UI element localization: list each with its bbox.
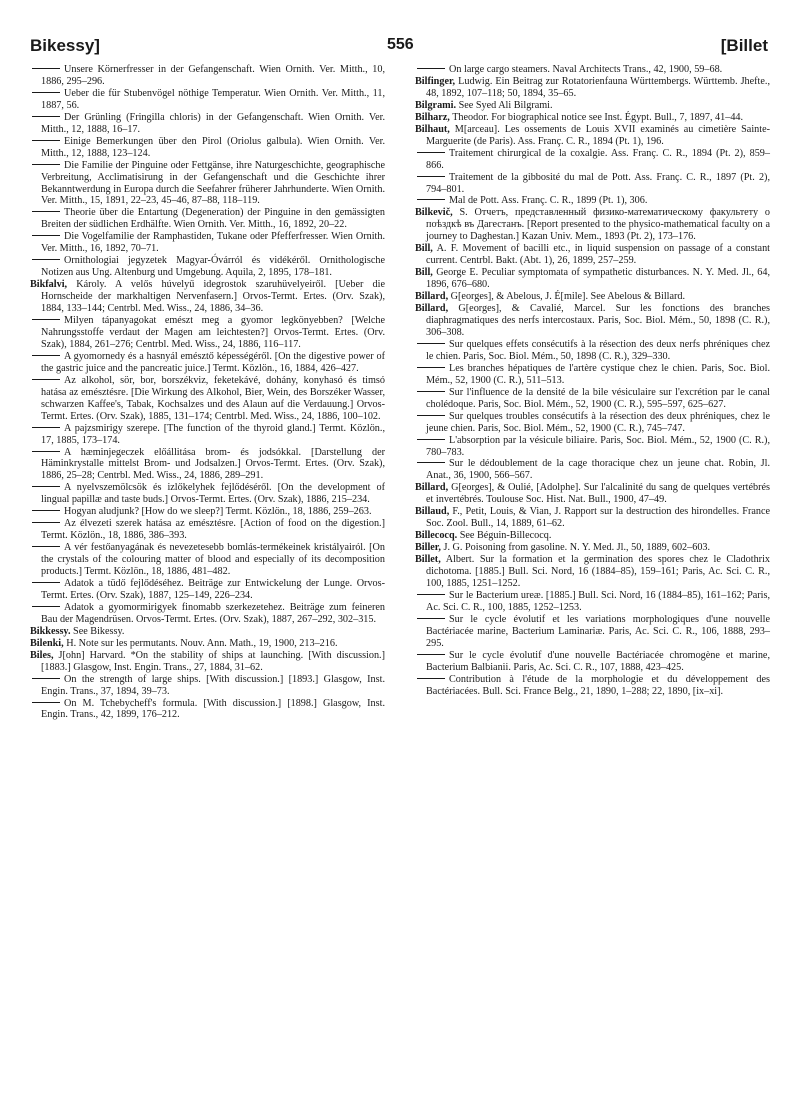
bibliography-entry xyxy=(30,518,385,542)
entry-text: Károly. A velős húvelyű idegrostok szaruhüvelyeiről. [Ueber die Hornscheide der markhaltigen Nervenfasern.] Orvos-Termt. Ertes. (Orv. Szak), 1884, 133–144; Centrbl. Med. Wiss., 24, 1886, 34–36. xyxy=(41,279,385,315)
entry-author: Bilkevič, xyxy=(415,207,453,219)
repeat-author-dash xyxy=(30,161,64,168)
entry-text: Theorie über die Entartung (Degeneration) der Pinguine in den gemässigten Breiten der südlichen Erdhälfte. Wien Ornith. Ver. Mitth., 16, 1892, 20–22. xyxy=(41,207,385,231)
bibliography-entry xyxy=(415,64,770,76)
repeat-author-dash xyxy=(30,483,64,490)
bibliography-entry xyxy=(30,650,385,674)
repeat-author-dash xyxy=(415,651,449,658)
bibliography-entry xyxy=(30,160,385,208)
right-column xyxy=(415,64,770,698)
repeat-author-dash xyxy=(415,675,449,682)
entry-text: Traitement de la gibbosité du mal de Pott. Ass. Franç. C. R., 1897 (Pt. 2), 794–801. xyxy=(426,171,770,195)
entry-author: Biller, xyxy=(415,542,441,554)
entry-text: J[ohn] Harvard. *On the stability of ships at launching. [With discussion.] [1883.] Glasgow, Inst. Engin. Trans., 27, 1884, 31–62. xyxy=(41,649,385,673)
bibliography-entry xyxy=(30,674,385,698)
repeat-author-dash xyxy=(30,579,64,586)
repeat-author-dash xyxy=(30,352,64,359)
bibliography-entry xyxy=(415,76,770,100)
header-right-guide-word: [Billet xyxy=(720,36,768,55)
bibliography-entry xyxy=(30,698,385,722)
bibliography-entry xyxy=(415,554,770,590)
bibliography-entry xyxy=(30,447,385,483)
repeat-author-dash xyxy=(30,232,64,239)
repeat-author-dash xyxy=(30,424,64,431)
repeat-author-dash xyxy=(415,591,449,598)
entry-text: G[eorges], & Oulié, [Adolphe]. Sur l'alcalinité du sang de quelques vertébrés et invertébrés. Toulouse Soc. Hist. Nat. Bull., 1900, 47–49. xyxy=(426,482,770,506)
bibliography-entry xyxy=(415,590,770,614)
entry-author: Bill, xyxy=(415,243,433,255)
entry-text: Les branches hépatiques de l'artère cystique chez le chien. Paris, Soc. Biol. Mém., 52, 1900 (C. R.), 511–513. xyxy=(426,362,770,386)
entry-text: H. Note sur les permutants. Nouv. Ann. Math., 19, 1900, 213–216. xyxy=(66,637,338,649)
entry-author: Biles, xyxy=(30,649,54,661)
entry-author: Bilharz, xyxy=(415,111,450,123)
entry-text: A. F. Movement of bacilli etc., in liquid suspension on passage of a constant current. Centrbl. Bakt. (Abt. 1), 26, 1899, 257–259. xyxy=(426,243,770,267)
entry-text: Der Grünling (Fringilla chloris) in der Gefangenschaft. Wien Ornith. Ver. Mitth., 12, 1888, 16–17. xyxy=(41,111,385,135)
entry-text: A pajzsmirigy szerepe. [The function of the thyroid gland.] Termt. Közlön., 17, 1885, 173–174. xyxy=(41,422,385,446)
repeat-author-dash xyxy=(30,448,64,455)
entry-text: Ueber die für Stubenvögel nöthige Temperatur. Wien Ornith. Ver. Mitth., 11, 1887, 56. xyxy=(41,87,385,111)
bibliography-entry xyxy=(30,638,385,650)
entry-text: Sur quelques troubles consécutifs à la résection des deux phréniques, chez le jeune chien. Paris, Soc. Biol. Mém., 52, 1900 (C. R.), 745–747. xyxy=(426,410,770,434)
bibliography-entry xyxy=(30,506,385,518)
bibliography-entry xyxy=(30,626,385,638)
left-column xyxy=(30,64,385,721)
entry-text: A gyomornedy és a hasnyál emésztő képességéről. [On the digestive power of the gastric juice and the pancreatic juice.] Termt. Közlön., 16, 1884, 426–427. xyxy=(41,350,385,374)
entry-text: George E. Peculiar symptomata of sympathetic disturbances. N. Y. Med. Jl., 64, 1896, 676–680. xyxy=(426,267,770,291)
entry-text: F., Petit, Louis, & Vian, J. Rapport sur la destruction des hirondelles. France Soc. Zool. Bull., 14, 1889, 61–62. xyxy=(426,506,770,530)
bibliography-entry xyxy=(415,112,770,124)
entry-text: G[eorges], & Abelous, J. É[mile]. See Abelous & Billard. xyxy=(450,291,686,303)
entry-author: Bikfalvi, xyxy=(30,279,68,291)
entry-author: Bikkessy. xyxy=(30,625,71,637)
entry-author: Billard, xyxy=(415,303,449,315)
bibliography-entry xyxy=(415,124,770,148)
entry-text: Unsere Körnerfresser in der Gefangenschaft. Wien Ornith. Ver. Mitth., 10, 1886, 295–296. xyxy=(41,64,385,87)
bibliography-entry xyxy=(30,542,385,578)
repeat-author-dash xyxy=(415,149,449,156)
bibliography-entry xyxy=(30,112,385,136)
entry-text: Contribution à l'étude de la morphologie et du développement des Bactériacées. Bull. Sci. France Belg., 21, 1890, 1–288; 22, 1890, [ix–xi]. xyxy=(426,673,770,697)
entry-text: M[arceau]. Les ossements de Louis XVII examinés au cimetière Sainte-Marguerite (de Paris). Ass. Franç. C. R., 1894 (Pt. 1), 196. xyxy=(426,123,770,147)
entry-text: Adatok a gyomormirigyek finomabb szerkezetehez. Beiträge zum feineren Bau der Magendrüsen. Orvos-Termt. Ertes. (Orv. Szak), 1887, 267–292, 302–315. xyxy=(41,601,385,625)
bibliography-entry xyxy=(30,88,385,112)
running-header xyxy=(0,36,800,58)
repeat-author-dash xyxy=(415,436,449,443)
entry-text: Adatok a tüdő fejlődéséhez. Beiträge zur Entwickelung der Lunge. Orvos-Termt. Ertes. (Orv. Szak), 1887, 125–149, 226–234. xyxy=(41,577,385,601)
bibliography-entry xyxy=(30,578,385,602)
repeat-author-dash xyxy=(30,376,64,383)
entry-text: Az élvezeti szerek hatása az emésztésre. [Action of food on the digestion.] Termt. Közlön., 18, 1886, 386–393. xyxy=(41,518,385,542)
repeat-author-dash xyxy=(30,519,64,526)
entry-text: Sur le Bacterium ureæ. [1885.] Bull. Sci. Nord, 16 (1884–85), 161–162; Paris, Ac. Sci. C. R., 100, 1885, 1252–1253. xyxy=(426,589,770,613)
entry-author: Bilhaut, xyxy=(415,123,450,135)
entry-text: L'absorption par la vésicule biliaire. Paris, Soc. Biol. Mém., 52, 1900 (C. R.), 780–783. xyxy=(426,434,770,458)
entry-text: Sur le dédoublement de la cage thoracique chez un jeune chat. Robin, Jl. Anat., 36, 1900, 566–567. xyxy=(426,458,770,482)
repeat-author-dash xyxy=(30,89,64,96)
bibliography-entry xyxy=(30,231,385,255)
entry-author: Bilfinger, xyxy=(415,75,456,87)
entry-text: On M. Tchebycheff's formula. [With discussion.] [1898.] Glasgow, Inst. Engin. Trans., 42, 1899, 176–212. xyxy=(41,697,385,721)
repeat-author-dash xyxy=(30,507,64,514)
bibliography-entry xyxy=(415,243,770,267)
repeat-author-dash xyxy=(415,364,449,371)
entry-text: See Bikessy. xyxy=(73,625,125,637)
repeat-author-dash xyxy=(30,208,64,215)
bibliography-entry xyxy=(30,255,385,279)
entry-text: Die Familie der Pinguine oder Fettgänse, ihre Naturgeschichte, geographische Verbreitung, Acclimatisirung in der Gefangenschaft und die Geschichte ihrer Bekanntwerdung in Europa durch die Seefahrer früherer Jahrhunderte. Wien Ornith. Ver. Mitth., 15, 1891, 22–23, 45–46, 87–88, 118–119. xyxy=(41,159,385,207)
repeat-author-dash xyxy=(415,459,449,466)
entry-text: Sur le cycle évolutif et les variations morphologiques d'une nouvelle Bactériacée marine, Bacterium Laminariæ. Paris, Ac. Sci. C. R., 106, 1888, 293–295. xyxy=(426,613,770,649)
entry-text: Az alkohol, sör, bor, borszékviz, feketekávé, dohány, konyhasó és timsó hatása az emésztésre. [Die Wirkung des Alkohol, Bier, Wein, des Borszéker Wasser, schwarzen Kaffee's, Tabak, Kochsalzes und des Alaun auf die Verdauung.] Orvos-Termt. Ertes. (Orv. Szak), 1885, 131–174; Centrbl. Med. Wiss., 24, 1886, 100–102. xyxy=(41,374,385,422)
entry-text: Einige Bemerkungen über den Pirol (Oriolus galbula). Wien Ornith. Ver. Mitth., 12, 1888, 123–124. xyxy=(41,135,385,159)
entry-text: G[eorges], & Cavalié, Marcel. Sur les fonctions des branches diaphragmatiques des nerfs intercostaux. Paris, Soc. Biol. Mém., 50, 1898 (C. R.), 306–308. xyxy=(426,303,770,338)
bibliography-entry xyxy=(415,674,770,698)
repeat-author-dash xyxy=(30,699,64,706)
entry-text: A hæminjegeczek előállitása brom- és jodsókkal. [Darstellung der Häminkrystalle mittelst Brom- und Jodsalzen.] Orvos-Termt. Ertes. (Orv. Szak), 1886, 25–28; Centrbl. Med. Wiss., 24, 1886, 289–291. xyxy=(41,446,385,482)
bibliography-entry xyxy=(415,435,770,459)
bibliography-entry xyxy=(415,339,770,363)
bibliography-entry xyxy=(30,136,385,160)
entry-author: Billard, xyxy=(415,291,449,303)
repeat-author-dash xyxy=(415,388,449,395)
entry-author: Billecocq. xyxy=(415,530,458,542)
bibliography-entry xyxy=(30,207,385,231)
entry-author: Billet, xyxy=(415,554,441,566)
entry-text: Ornithologiai jegyzetek Magyar-Óvárról és vidékéről. Ornithologische Notizen aus Ung. Altenburg und Umgebung. Aquila, 2, 1895, 178–181. xyxy=(41,255,385,279)
bibliography-entry xyxy=(30,482,385,506)
bibliography-entry xyxy=(415,458,770,482)
repeat-author-dash xyxy=(415,615,449,622)
bibliography-entry xyxy=(415,506,770,530)
entry-text: Mal de Pott. Ass. Franç. C. R., 1899 (Pt. 1), 306. xyxy=(449,195,648,207)
bibliography-entry xyxy=(30,64,385,88)
entry-author: Bilenki, xyxy=(30,637,64,649)
bibliography-entry xyxy=(415,614,770,650)
repeat-author-dash xyxy=(415,412,449,419)
entry-text: Die Vogelfamilie der Ramphastiden, Tukane oder Pfefferfresser. Wien Ornith. Ver. Mitth., 16, 1892, 70–71. xyxy=(41,231,385,255)
entry-text: Theodor. For biographical notice see Inst. Égypt. Bull., 7, 1897, 41–44. xyxy=(452,111,744,123)
repeat-author-dash xyxy=(415,196,449,203)
entry-text: Milyen tápanyagokat emészt meg a gyomor legkönyebben? [Welche Nahrungsstoffe verdaut der Magen am leichtesten?] Orvos-Termt. Ertes. (Orv. Szak), 1884, 261–276; Centrbl. Med. Wiss., 24, 1886, 116–117. xyxy=(41,315,385,350)
entry-text: Ludwig. Ein Beitrag zur Rotatorienfauna Württembergs. Württemb. Jhefte., 48, 1892, 107–118; 50, 1894, 35–65. xyxy=(426,75,770,99)
repeat-author-dash xyxy=(30,256,64,263)
bibliography-entry xyxy=(415,482,770,506)
page-number: 556 xyxy=(387,36,414,53)
repeat-author-dash xyxy=(30,316,64,323)
bibliography-entry xyxy=(415,195,770,207)
entry-text: Albert. Sur la formation et la germination des spores chez le Cladothrix dichotoma. [1885.] Bull. Sci. Nord, 16 (1884–85), 159–161; Paris, Ac. Sci. C. R., 100, 1885, 1251–1252. xyxy=(426,554,770,589)
bibliography-entry xyxy=(30,279,385,315)
bibliography-entry xyxy=(30,315,385,351)
bibliography-entry xyxy=(415,148,770,172)
repeat-author-dash xyxy=(30,65,64,72)
entry-text: On large cargo steamers. Naval Architects Trans., 42, 1900, 59–68. xyxy=(449,64,723,75)
bibliography-entry xyxy=(415,650,770,674)
bibliography-entry xyxy=(415,207,770,243)
entry-text: On the strength of large ships. [With discussion.] [1893.] Glasgow, Inst. Engin. Trans., 37, 1894, 39–73. xyxy=(41,673,385,697)
entry-text: Sur quelques effets consécutifs à la résection des deux nerfs phréniques chez le chien. Paris, Soc. Biol. Mém., 50, 1898 (C. R.), 329–330. xyxy=(426,338,770,362)
repeat-author-dash xyxy=(415,173,449,180)
bibliography-entry xyxy=(415,100,770,112)
entry-text: Sur le cycle évolutif d'une nouvelle Bactériacée chromogène et marine, Bacterium Balbianii. Paris, Ac. Sci. C. R., 107, 1888, 423–425. xyxy=(426,649,770,673)
bibliography-entry xyxy=(415,542,770,554)
bibliography-entry xyxy=(30,602,385,626)
entry-author: Billaud, xyxy=(415,506,450,518)
entry-text: Traitement chirurgical de la coxalgie. Ass. Franç. C. R., 1894 (Pt. 2), 859–866. xyxy=(426,147,770,171)
header-left-guide-word: Bikessy] xyxy=(30,36,100,55)
bibliography-entry xyxy=(415,387,770,411)
entry-text: A vér festőanyagának és nevezetesebb bomlás-termékeinek kristályairól. [On the crystals of the colouring matter of blood and especially of its decomposition products.] Termt. Közlön., 18, 1886, 481–482. xyxy=(41,542,385,578)
entry-text: J. G. Poisoning from gasoline. N. Y. Med. Jl., 50, 1889, 602–603. xyxy=(443,542,711,554)
repeat-author-dash xyxy=(415,65,449,72)
bibliography-entry xyxy=(415,303,770,339)
entry-author: Billard, xyxy=(415,482,449,494)
repeat-author-dash xyxy=(415,340,449,347)
entry-text: See Béguin-Billecocq. xyxy=(459,530,552,542)
entry-author: Bilgrami. xyxy=(415,99,457,111)
bibliography-entry xyxy=(415,172,770,196)
bibliography-entry xyxy=(415,363,770,387)
bibliography-entry xyxy=(30,423,385,447)
entry-text: See Syed Ali Bilgrami. xyxy=(458,99,553,111)
repeat-author-dash xyxy=(30,137,64,144)
bibliography-entry xyxy=(415,291,770,303)
repeat-author-dash xyxy=(30,113,64,120)
bibliography-entry xyxy=(415,267,770,291)
repeat-author-dash xyxy=(30,603,64,610)
repeat-author-dash xyxy=(30,543,64,550)
entry-text: Sur l'influence de la densité de la bile vésiculaire sur l'excrétion par le canal cholédoque. Paris, Soc. Biol. Mém., 52, 1900 (C. R.), 595–597, 625–627. xyxy=(426,386,770,410)
bibliography-entry xyxy=(415,530,770,542)
bibliography-entry xyxy=(30,375,385,423)
bibliography-entry xyxy=(30,351,385,375)
entry-text: S. Отчетъ, представленный физико-математическому факультету о поѣздкѣ въ Дагестанъ. [Report presented to the physico-mathematical faculty on a journey to Daghestan.] Kazan Univ. Mem., 1893 (Pt. 2), 173–176. xyxy=(426,207,771,243)
entry-author: Bill, xyxy=(415,267,433,279)
entry-text: Hogyan aludjunk? [How do we sleep?] Termt. Közlön., 18, 1886, 259–263. xyxy=(64,506,372,518)
repeat-author-dash xyxy=(30,675,64,682)
entry-text: A nyelvszemölcsök és izlőkelyhek fejlődéséről. [On the development of lingual papillæ and taste buds.] Orvos-Termt. Ertes. (Orv. Szak), 1886, 215–234. xyxy=(41,482,385,506)
bibliography-entry xyxy=(415,411,770,435)
